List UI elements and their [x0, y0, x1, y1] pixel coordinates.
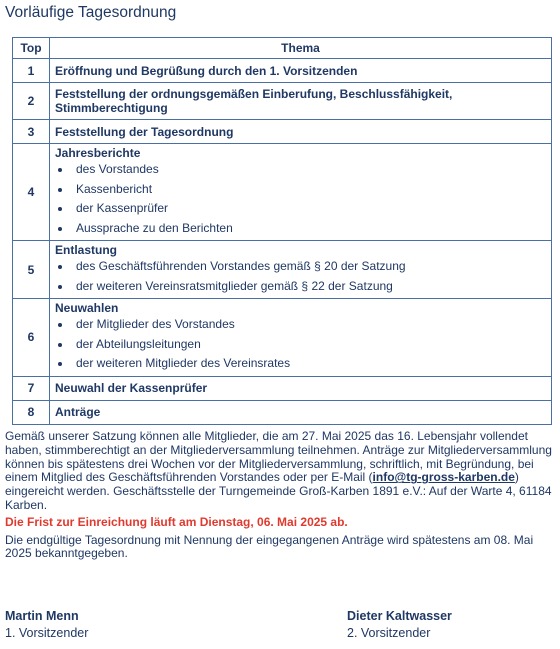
topic-cell [50, 400, 552, 424]
table-row [13, 144, 552, 241]
table-row [13, 241, 552, 299]
signatory-role: 1. Vorsitzender [5, 626, 89, 640]
topic-cell [50, 376, 552, 400]
topic-cell [50, 120, 552, 144]
top-number: 5 [13, 241, 50, 299]
topic-cell [50, 59, 552, 83]
table-row [13, 400, 552, 424]
topic-title: Feststellung der Tagesordnung [55, 124, 234, 139]
topic-cell [50, 241, 552, 299]
list-item: des Geschäftsführenden Vorstandes gemäß § 20 der Satzung [55, 257, 545, 277]
top-number: 1 [13, 59, 50, 83]
body-text [5, 430, 553, 561]
signatory-name: Martin Menn [5, 609, 79, 623]
list-item: der Kassenprüfer [55, 199, 545, 219]
sub-item-list [55, 160, 545, 238]
list-item: der weiteren Mitglieder des Vereinsrates [55, 354, 545, 374]
top-number: 3 [13, 120, 50, 144]
table-row [13, 59, 552, 83]
topic-cell [50, 144, 552, 241]
list-item: Aussprache zu den Berichten [55, 219, 545, 239]
signatory-name: Dieter Kaltwasser [347, 609, 452, 623]
topic-title: Neuwahl der Kassenprüfer [55, 381, 208, 395]
topic-title: Entlastung [55, 243, 117, 257]
top-number: 2 [13, 83, 50, 120]
list-item: des Vorstandes [55, 160, 545, 180]
top-number: 6 [13, 299, 50, 377]
table-row [13, 120, 552, 144]
final-notice: Die endgültige Tagesordnung mit Nennung der eingegangenen Anträge wird spätestens am 08. Mai 2025 bekanntgegeben. [5, 532, 534, 561]
signature-right [347, 608, 452, 642]
topic-title: Neuwahlen [55, 301, 119, 315]
list-item: der weiteren Vereinsratsmitglieder gemäß § 22 der Satzung [55, 277, 545, 297]
list-item: Kassenbericht [55, 180, 545, 200]
table-row [13, 299, 552, 377]
table-row [13, 376, 552, 400]
top-number: 4 [13, 144, 50, 241]
header-thema: Thema [50, 38, 552, 59]
info-paragraph [5, 430, 553, 513]
top-number: 8 [13, 400, 50, 424]
table-row [13, 83, 552, 120]
agenda-table [12, 37, 552, 425]
deadline-notice: Die Frist zur Einreichung läuft am Dienstag, 06. Mai 2025 ab. [5, 514, 348, 529]
list-item: der Abteilungsleitungen [55, 335, 545, 355]
top-number: 7 [13, 376, 50, 400]
signature-left [5, 608, 88, 642]
table-header-row [13, 38, 552, 59]
topic-cell [50, 299, 552, 377]
info-text-part2: ) eingereicht werden. Geschäftsstelle der Turngemeinde Groß-Karben 1891 e.V.: Auf der Warte 4, 61184 Karben. [5, 470, 552, 512]
topic-title: Eröffnung und Begrüßung durch den 1. Vorsitzenden [55, 63, 358, 78]
header-top: Top [13, 38, 50, 59]
signatory-role: 2. Vorsitzender [347, 626, 431, 640]
topic-title: Feststellung der ordnungsgemäßen Einberufung, Beschlussfähigkeit, Stimmberechtigung [55, 87, 453, 115]
info-text-part1: Gemäß unserer Satzung können alle Mitglieder, die am 27. Mai 2025 das 16. Lebensjahr vollendet haben, stimmberechtigt an der Mitgliederversammlung teilnehmen. Anträge zur Mitgliederversammlung können bis spätestens drei Wochen vor der Mitgliederversammlung, schriftlich, mit Begründung, bei einem Mitglied des Geschäftsführenden Vorstandes oder per E-Mail ( [5, 429, 552, 485]
sub-item-list [55, 315, 545, 374]
sub-item-list [55, 257, 545, 296]
topic-title: Anträge [55, 405, 101, 419]
list-item: der Mitglieder des Vorstandes [55, 315, 545, 335]
page-title: Vorläufige Tagesordnung [5, 4, 177, 21]
email-link[interactable]: info@tg-gross-karben.de [372, 470, 515, 485]
topic-cell [50, 83, 552, 120]
topic-title: Jahresberichte [55, 146, 141, 160]
